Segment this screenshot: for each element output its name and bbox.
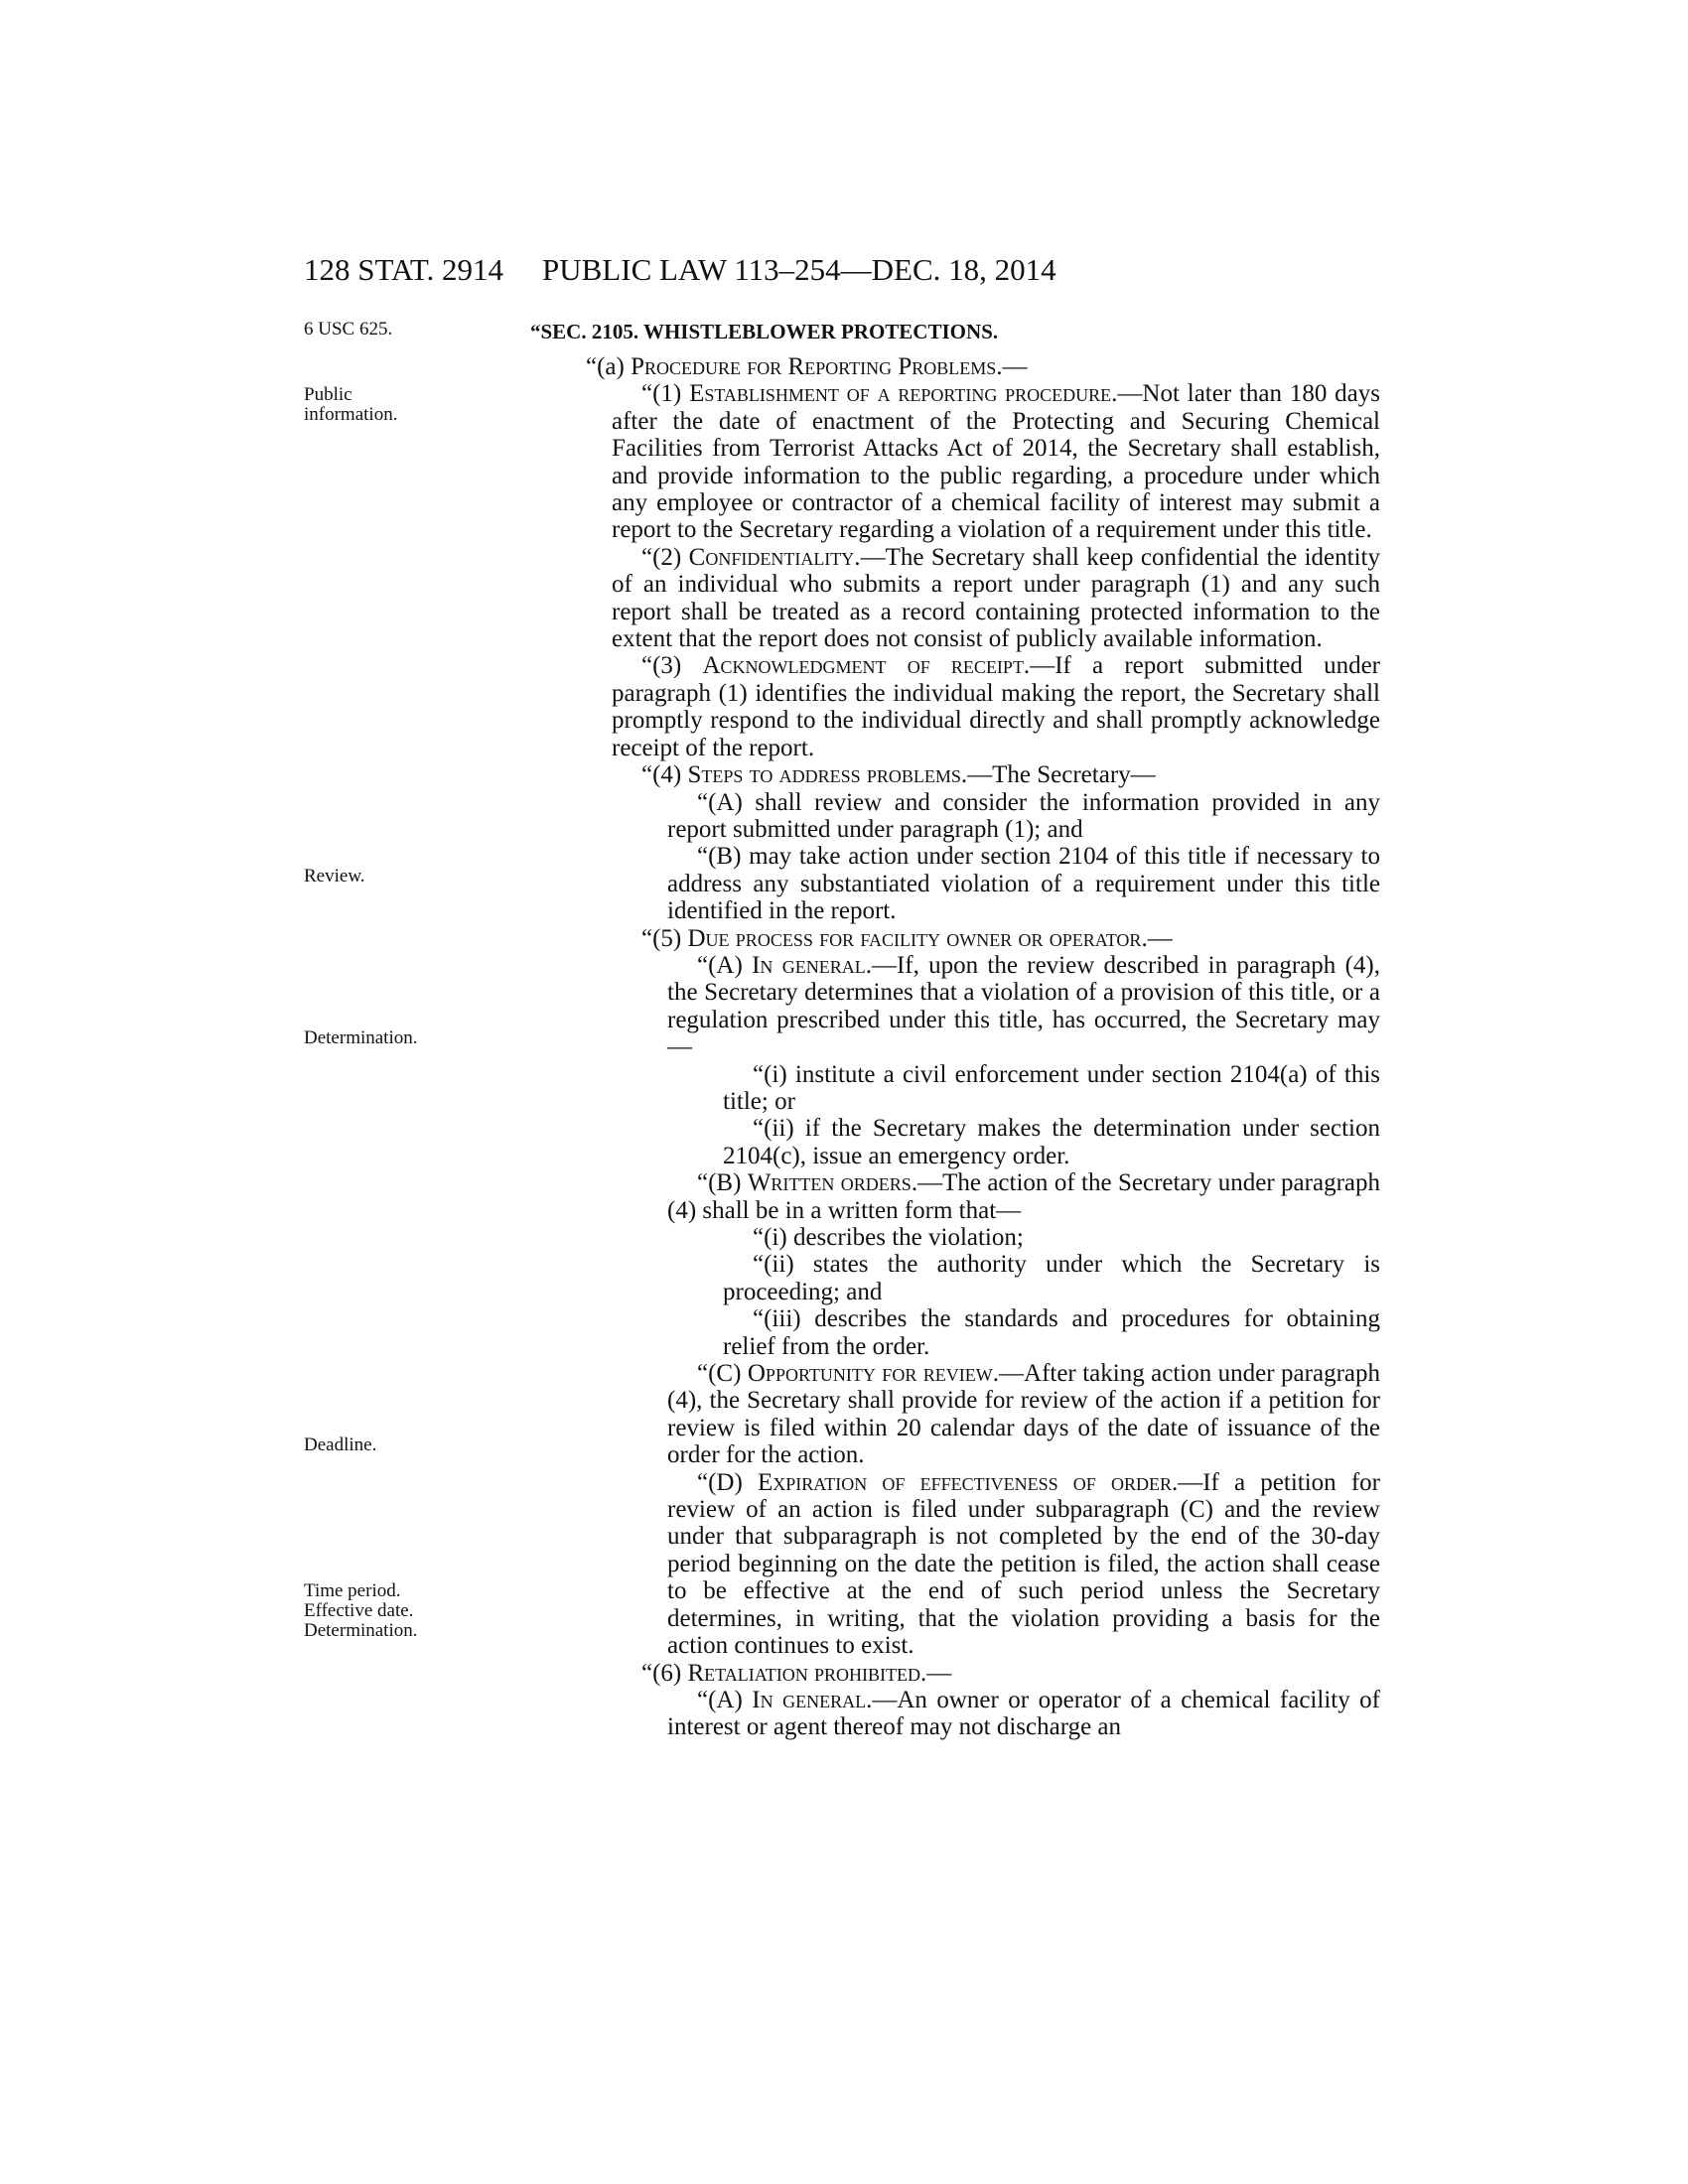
paragraph-4-text: —The Secretary— — [967, 761, 1156, 789]
margin-note-deadline-text: Deadline. — [304, 1434, 377, 1455]
paragraph-6-a-lead: “(A) — [697, 1686, 753, 1713]
paragraph-6-a-text: —An owner or operator of a chemical facility of interest or agent thereof may not discharge an — [667, 1686, 1381, 1741]
paragraph-5-c-lead: “(C) — [697, 1360, 748, 1388]
subsection-a — [556, 353, 1380, 380]
margin-note-deadline — [304, 1435, 463, 1455]
paragraph-5-d-heading: Expiration of effectiveness of order. — [757, 1468, 1179, 1496]
paragraph-6 — [556, 1660, 1380, 1687]
paragraph-5-a-lead: “(A) — [697, 951, 753, 979]
paragraph-6-a — [556, 1687, 1380, 1741]
paragraph-5-b-lead: “(B) — [697, 1169, 748, 1197]
paragraph-5-d-lead: “(D) — [697, 1468, 758, 1496]
paragraph-4-a: “(A) shall review and consider the information provided in any report submitted under paragraph (1); and — [667, 788, 1380, 843]
paragraph-1-heading: Establishment of a reporting procedure. — [689, 380, 1118, 408]
margin-note-effective-date: Effective date. — [304, 1600, 414, 1621]
paragraph-5-heading: Due process for facility owner or operator.— — [687, 924, 1173, 952]
margin-note-public-information — [304, 385, 463, 425]
margin-note-usc — [304, 320, 463, 340]
paragraph-2-text: —The Secretary shall keep confidential the identity of an individual who submits a report under paragraph (1) and any such report shall be treated as a record containing protected information to the extent that the report does not consist of publicly available information. — [612, 543, 1380, 653]
paragraph-5-a-i: “(i) institute a civil enforcement under section 2104(a) of this title; or — [723, 1060, 1380, 1115]
margin-note-time-period — [304, 1581, 463, 1641]
paragraph-5-b-iii: “(iii) describes the standards and procedures for obtaining relief from the order. — [723, 1305, 1380, 1360]
paragraph-2 — [556, 544, 1380, 653]
margin-note-determination-2: Determination. — [304, 1620, 418, 1641]
margin-note-information: information. — [304, 404, 398, 425]
paragraph-5-b-i: “(i) describes the violation; — [753, 1224, 1024, 1251]
paragraph-3 — [556, 652, 1380, 761]
paragraph-6-a-heading: In general. — [752, 1686, 873, 1713]
paragraph-5-a — [556, 952, 1380, 1061]
margin-note-time-period-text: Time period. — [304, 1580, 401, 1601]
paragraph-1 — [556, 380, 1380, 543]
paragraph-2-lead: “(2) — [641, 543, 689, 571]
paragraph-5 — [556, 925, 1380, 952]
margin-note-public: Public — [304, 384, 352, 405]
margin-note-review-text: Review. — [304, 866, 365, 887]
margin-note-determination-text: Determination. — [304, 1027, 418, 1048]
statute-citation: 128 STAT. 2914 — [304, 252, 504, 287]
subsection-a-heading: Procedure for Reporting Problems.— — [631, 353, 1028, 380]
paragraph-5-b-heading: Written orders. — [747, 1169, 918, 1197]
paragraph-6-heading: Retaliation prohibited.— — [687, 1659, 952, 1687]
paragraph-5-c-heading: Opportunity for review. — [747, 1360, 1000, 1388]
paragraph-5-a-heading: In general. — [752, 951, 872, 979]
paragraph-5-b-ii: “(ii) states the authority under which the Secretary is proceeding; and — [723, 1251, 1380, 1305]
paragraph-5-lead: “(5) — [641, 924, 688, 952]
page-header — [304, 250, 1376, 290]
paragraph-3-text: —If a report submitted under paragraph (1) identifies the individual making the report, the Secretary shall promptly respond to the individual directly and shall promptly acknowledge receipt of the report. — [612, 652, 1381, 761]
paragraph-5-b-text: —The action of the Secretary under paragraph (4) shall be in a written form that— — [667, 1169, 1380, 1224]
margin-note-usc-text: 6 USC 625. — [304, 319, 393, 340]
public-law-title: PUBLIC LAW 113–254—DEC. 18, 2014 — [542, 252, 1056, 287]
margin-note-review — [304, 867, 463, 887]
paragraph-2-heading: Confidentiality. — [688, 543, 861, 571]
paragraph-5-a-ii: “(ii) if the Secretary makes the determination under section 2104(c), issue an emergency order. — [723, 1115, 1380, 1169]
section-heading: “SEC. 2105. WHISTLEBLOWER PROTECTIONS. — [530, 320, 999, 343]
paragraph-5-d-text: —If a petition for review of an action is filed under subparagraph (C) and the review under that subparagraph is not completed by the end of the 30-day period beginning on the date the petition is filed, the action shall cease to be effective at the end of such period unless the Secretary determines, in writing, that the violation providing a basis for the action continues to exist. — [667, 1468, 1380, 1660]
paragraph-1-lead: “(1) — [641, 380, 690, 408]
subsection-a-lead: “(a) — [586, 353, 632, 380]
paragraph-5-a-text: —If, upon the review described in paragraph (4), the Secretary determines that a violation of a provision of this title, or a regulation prescribed under this title, has occurred, the Secretary may— — [667, 951, 1380, 1061]
paragraph-3-heading: Acknowledgment of receipt. — [702, 652, 1031, 680]
paragraph-6-lead: “(6) — [641, 1659, 688, 1687]
paragraph-5-c — [556, 1360, 1380, 1469]
paragraph-5-c-text: —After taking action under paragraph (4), the Secretary shall provide for review of the action if a petition for review is filed within 20 calendar days of the date of issuance of the order for the action. — [667, 1360, 1380, 1469]
paragraph-4-b: “(B) may take action under section 2104 of this title if necessary to address any substantiated violation of a requirement under this title identified in the report. — [667, 843, 1380, 925]
paragraph-3-lead: “(3) — [641, 652, 703, 680]
paragraph-5-d — [556, 1469, 1380, 1660]
paragraph-1-text: —Not later than 180 days after the date of enactment of the Protecting and Securing Chemical Facilities from Terrorist Attacks Act of 2014, the Secretary shall establish, and provide information to the public regarding, a procedure under which any employee or contractor of a chemical facility of interest may submit a report to the Secretary regarding a violation of a requirement under this title. — [612, 380, 1381, 544]
paragraph-4-heading: Steps to address problems. — [687, 761, 968, 789]
paragraph-4-lead: “(4) — [641, 761, 688, 789]
section-body — [556, 353, 1380, 1741]
paragraph-4 — [556, 761, 1380, 788]
margin-note-determination — [304, 1028, 463, 1048]
paragraph-5-b — [556, 1169, 1380, 1224]
